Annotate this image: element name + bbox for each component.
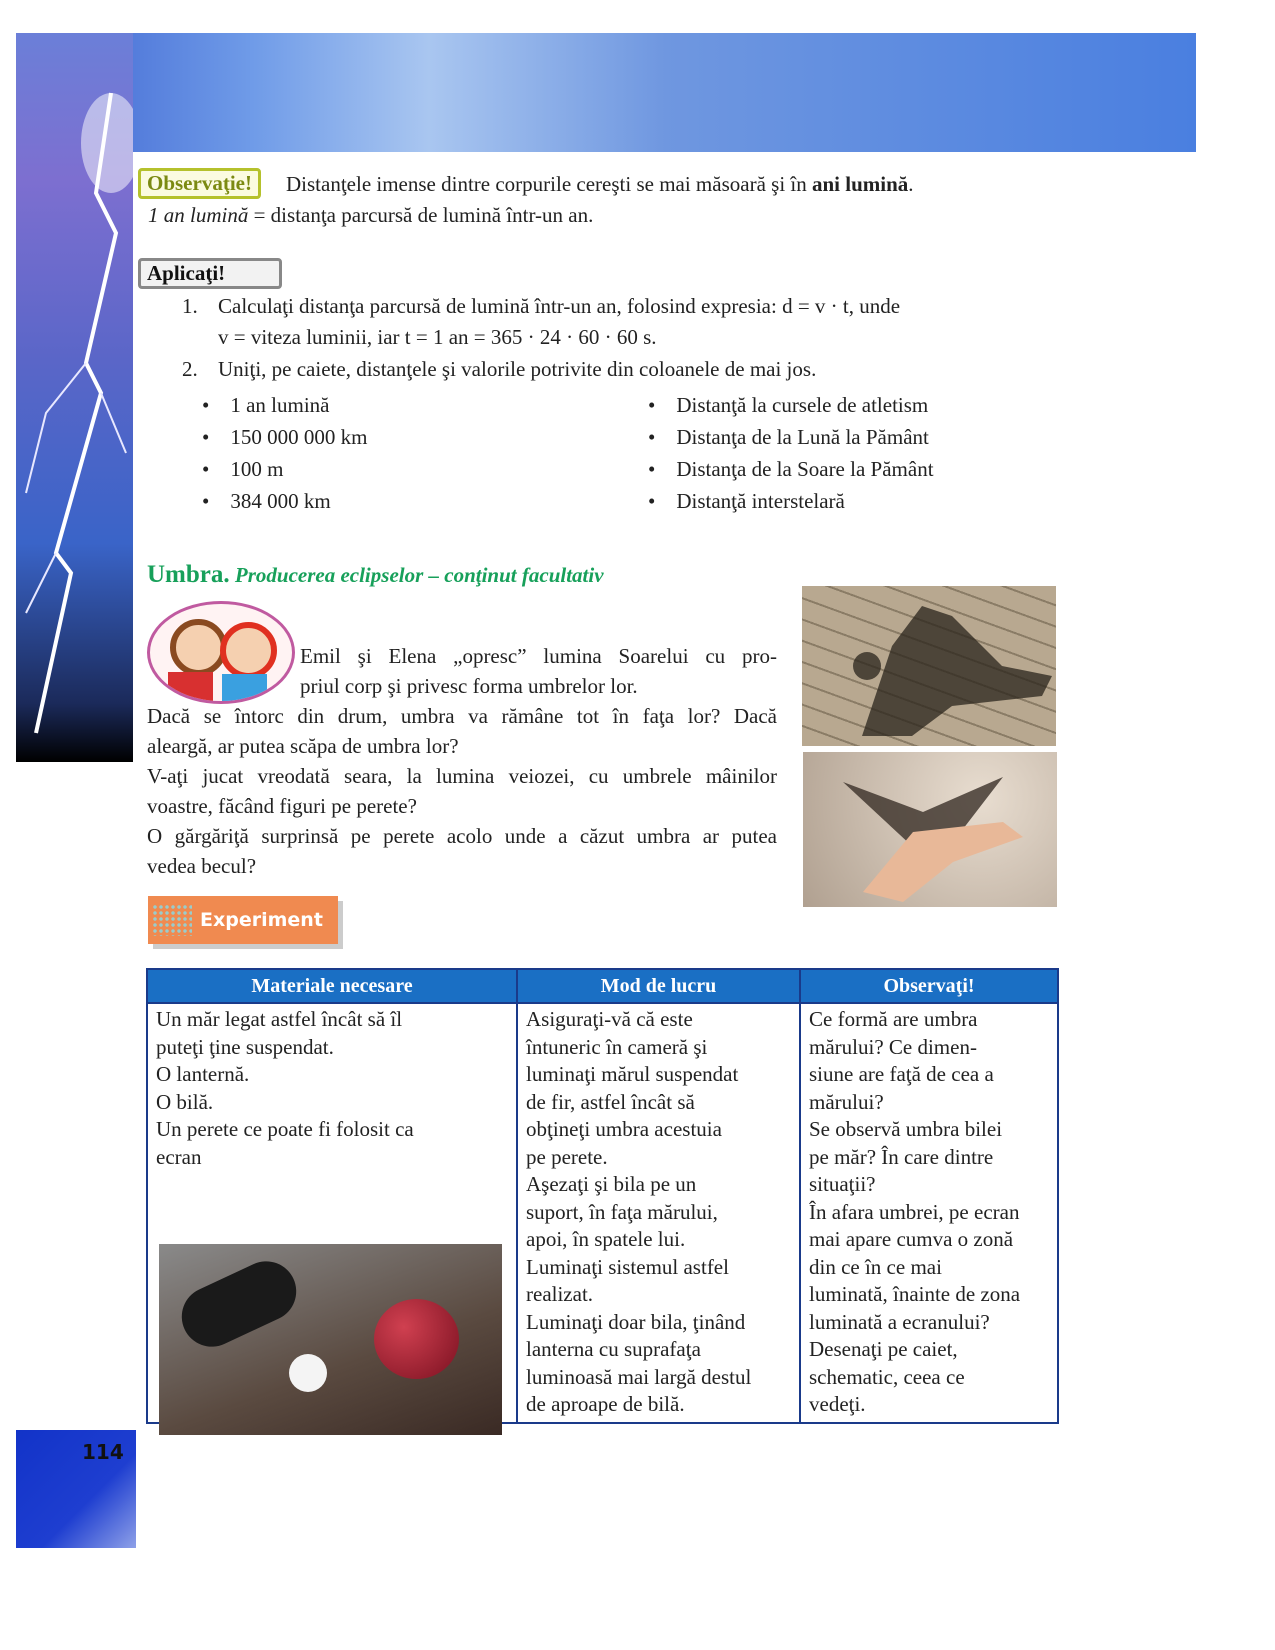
intro-line: V-aţi jucat vreodată seara, la lumina veiozei, cu umbrele mâinilor — [147, 764, 777, 788]
cell-line: pe măr? În care dintre — [809, 1144, 994, 1169]
cell-line: de fir, astfel încât să — [526, 1089, 695, 1114]
list-item: • Distanţa de la Soare la Pământ — [648, 457, 934, 481]
values-list — [202, 389, 367, 517]
cell-line: din ce în ce mai — [809, 1254, 942, 1279]
cell-line: Se observă umbra bilei — [809, 1117, 1003, 1141]
intro-line: aleargă, ar putea scăpa de umbra lor? — [147, 734, 459, 758]
cell-line: Luminaţi sistemul astfel — [526, 1254, 729, 1279]
cell-line: obţineţi umbra acestuia — [526, 1117, 722, 1141]
experiment-label: Experiment — [148, 896, 338, 944]
cell-line: mărului? — [809, 1089, 884, 1114]
cell-line: ecran — [156, 1144, 202, 1169]
light-year-definition: 1 an lumină = distanţa parcursă de lumină într-un an. — [148, 203, 594, 227]
intro-text — [147, 641, 777, 881]
cell-line: puteţi ţine suspendat. — [156, 1034, 334, 1059]
cell-line: siune are faţă de cea a — [809, 1062, 994, 1086]
list-item: • Distanţa de la Lună la Pământ — [648, 425, 929, 449]
lightning-image — [16, 33, 133, 762]
distances-list — [648, 389, 934, 517]
cell-line: Desenaţi pe caiet, — [809, 1337, 958, 1361]
exercise-1-text-cont: v = viteza luminii, iar t = 1 an = 365 · 24 · 60 · 60 s. — [218, 325, 657, 349]
intro-line: Emil şi Elena „opresc” lumina Soarelui cu pro- — [300, 644, 777, 668]
cell-line: mai apare cumva o zonă — [809, 1227, 1014, 1251]
item-number: 2. — [182, 357, 198, 381]
cell-line: întuneric în cameră şi — [526, 1034, 708, 1059]
intro-line: voastre, făcând figuri pe perete? — [147, 794, 417, 818]
dots-icon — [152, 904, 192, 936]
intro-line: Dacă se întorc din drum, umbra va rămâne tot în faţa lor? Dacă — [147, 704, 777, 728]
apply-badge: Aplicaţi! — [138, 258, 282, 289]
cell-line: realizat. — [526, 1282, 594, 1306]
cell-line: luminaţi mărul suspendat — [526, 1062, 739, 1086]
cell-line: Un măr legat astfel încât să îl — [156, 1007, 403, 1031]
observation-text: Distanţele imense dintre corpurile cereşti se mai măsoară şi în ani lumină. — [286, 172, 914, 196]
cell-line: vedeţi. — [809, 1392, 866, 1416]
section-title: Umbra. Producerea eclipselor – conţinut facultativ — [147, 561, 604, 588]
intro-line: priul corp şi privesc forma umbrelor lor. — [300, 674, 638, 698]
cell-line: apoi, în spatele lui. — [526, 1227, 686, 1251]
cell-line: O lanternă. — [156, 1062, 250, 1086]
cell-line: O bilă. — [156, 1089, 214, 1114]
cell-line: Ce formă are umbra — [809, 1007, 978, 1031]
exercise-2-text: Uniţi, pe caiete, distanţele şi valorile potrivite din coloanele de mai jos. — [218, 357, 817, 381]
cell-line: În afara umbrei, pe ecran — [809, 1199, 1020, 1224]
list-item: • Distanţă interstelară — [648, 489, 845, 513]
cell-line: de aproape de bilă. — [526, 1392, 685, 1416]
cell-line: luminată a ecranului? — [809, 1309, 990, 1334]
shadow-on-pavement-photo — [802, 586, 1056, 746]
cell-line: schematic, ceea ce — [809, 1364, 965, 1389]
hand-shadow-photo — [803, 752, 1057, 907]
apple-flashlight-photo — [159, 1244, 502, 1435]
observe-cell — [800, 1003, 1058, 1423]
procedure-cell — [517, 1003, 800, 1423]
list-item: • 150 000 000 km — [202, 425, 368, 449]
materials-cell — [147, 1003, 517, 1423]
cell-line: pe perete. — [526, 1144, 608, 1169]
cell-line: Asiguraţi-vă că este — [526, 1007, 693, 1031]
cell-line: mărului? Ce dimen- — [809, 1034, 977, 1059]
cell-line: Aşezaţi şi bila pe un — [526, 1172, 697, 1196]
intro-line: O gărgăriţă surprinsă pe perete acolo unde a căzut umbra ar putea — [147, 824, 777, 848]
list-item: • 100 m — [202, 457, 284, 481]
list-item: • 384 000 km — [202, 489, 331, 513]
cell-line: Luminaţi doar bila, ţinând — [526, 1309, 746, 1334]
page-number: 114 — [82, 1440, 124, 1464]
cell-line: luminată, înainte de zona — [809, 1282, 1021, 1306]
table-header: Mod de lucru — [517, 969, 800, 1003]
table-row — [147, 1003, 1058, 1423]
cell-line: Un perete ce poate fi folosit ca — [156, 1117, 414, 1141]
cell-line: situaţii? — [809, 1172, 876, 1196]
exercise-1-text: Calculaţi distanţa parcursă de lumină într-un an, folosind expresia: d = v · t, unde — [218, 294, 901, 318]
header-band — [16, 33, 1196, 152]
cell-line: luminoasă mai largă destul — [526, 1364, 752, 1389]
item-number: 1. — [182, 294, 198, 318]
cell-line: suport, în faţa mărului, — [526, 1199, 718, 1224]
cell-line: lanterna cu suprafaţa — [526, 1337, 701, 1361]
intro-line: vedea becul? — [147, 854, 257, 878]
experiment-table — [146, 968, 1059, 1424]
table-header: Materiale necesare — [147, 969, 517, 1003]
table-header: Observaţi! — [800, 969, 1058, 1003]
list-item: • Distanţă la cursele de atletism — [648, 393, 929, 417]
observation-badge: Observaţie! — [138, 168, 261, 199]
list-item: • 1 an lumină — [202, 393, 330, 417]
